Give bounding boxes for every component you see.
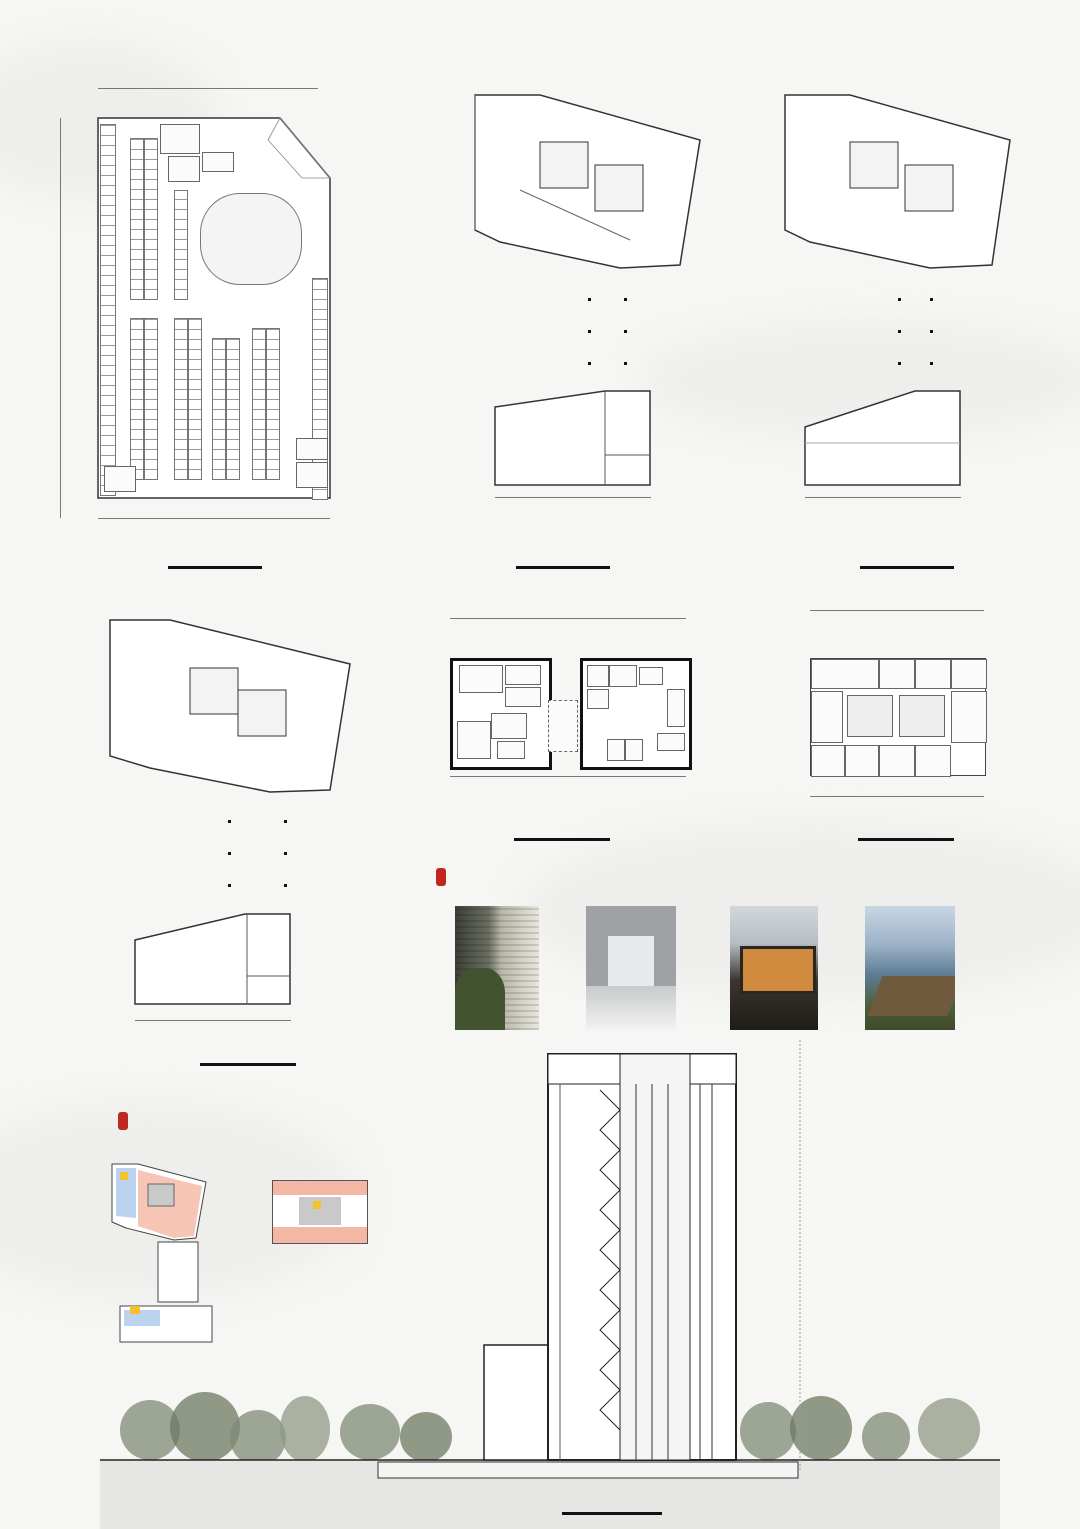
room-office [915, 745, 951, 777]
caption-underline [860, 566, 954, 569]
entrance-photo-3 [730, 906, 818, 1030]
dim-line [135, 1020, 291, 1021]
basement-ramp [200, 193, 302, 285]
parking-row [174, 190, 188, 300]
parking-row [130, 318, 144, 480]
dot [284, 852, 287, 855]
entrance-photo-4 [865, 906, 955, 1030]
floor4-outline [125, 908, 335, 1048]
floor3-plan-panel [795, 385, 1005, 525]
dim-line [450, 776, 686, 777]
floor1-plan-panel [400, 70, 720, 280]
room-wc-f [609, 665, 637, 687]
room-janitor [639, 667, 663, 685]
dim-line [495, 497, 651, 498]
room-office [879, 745, 915, 777]
room-office [811, 745, 845, 777]
dot [930, 330, 933, 333]
dim-line [810, 610, 984, 611]
floor1b-outline [730, 70, 1030, 280]
standard-plan-panel [760, 598, 1050, 808]
caption-underline [562, 1512, 662, 1515]
core-left-block [450, 658, 552, 770]
parking-row [100, 124, 116, 496]
dim-line [98, 518, 330, 519]
room-lounge [879, 659, 915, 689]
parking-row [144, 318, 158, 480]
glass-pavilion [740, 946, 816, 994]
parking-row [252, 328, 266, 480]
parking-row [130, 138, 144, 300]
caption-underline [514, 838, 610, 841]
room-leader-office-2 [811, 691, 843, 743]
section-drawing [0, 1040, 1080, 1529]
corridor-opening [608, 936, 654, 986]
floor-typical-plan-panel [730, 70, 1030, 280]
parking-row [266, 328, 280, 480]
floor2-plan-panel [485, 385, 695, 525]
caption-underline [516, 566, 610, 569]
floor2-outline [485, 385, 695, 525]
red-seal-icon [436, 868, 446, 886]
parking-row [188, 318, 202, 480]
room-fire-lobby [459, 665, 503, 693]
core-plan-panel [400, 600, 700, 815]
room-ac [160, 124, 200, 154]
room-office [845, 745, 879, 777]
dot [228, 820, 231, 823]
caption-underline [858, 838, 954, 841]
dot [228, 852, 231, 855]
parking-row [212, 338, 226, 480]
room-pump [202, 152, 234, 172]
room-supply-pipe [607, 739, 625, 761]
room-duct [497, 741, 525, 759]
entrance-photo-1 [455, 906, 539, 1030]
elevator-shafts [548, 700, 578, 752]
floorx-outline [60, 590, 370, 800]
floor4-plan-panel [125, 908, 335, 1048]
dim-line [810, 796, 984, 797]
basement-plan-panel [40, 78, 370, 558]
standard-floor-outline [810, 658, 986, 776]
parking-row [174, 318, 188, 480]
foliage [455, 968, 505, 1030]
room-water-2 [296, 438, 328, 460]
dot [228, 884, 231, 887]
dot [930, 298, 933, 301]
room-equip [505, 687, 541, 707]
room-fire-water-2 [104, 466, 136, 492]
floor [586, 986, 676, 1030]
core-left [847, 695, 893, 737]
dim-line [450, 618, 686, 619]
dot [898, 362, 901, 365]
room-equip [587, 689, 609, 709]
room-water [168, 156, 200, 182]
floor-office-plan-panel [60, 590, 370, 800]
room-elevator [667, 689, 685, 727]
room-pressure [505, 665, 541, 685]
dot [624, 330, 627, 333]
caption-underline [168, 566, 262, 569]
parking-row [226, 338, 240, 480]
parking-row [144, 138, 158, 300]
dim-line [805, 497, 961, 498]
room-meeting [951, 691, 987, 743]
dot [898, 330, 901, 333]
dot [284, 884, 287, 887]
room-weak-power [457, 721, 491, 759]
room-lobby [657, 733, 685, 751]
dot [624, 298, 627, 301]
room-power [296, 462, 328, 488]
entrance-photo-2 [586, 906, 676, 1030]
floor3-outline [795, 385, 1005, 525]
core-right-block [580, 658, 692, 770]
room-office [951, 659, 987, 689]
room-drain-pipe [625, 739, 643, 761]
floor1-outline [400, 70, 720, 280]
room-leader-office [811, 659, 879, 689]
dot [588, 362, 591, 365]
dot [588, 330, 591, 333]
core-right [899, 695, 945, 737]
room-strong-power [491, 713, 527, 739]
boardwalk [868, 976, 955, 1016]
dot [284, 820, 287, 823]
room-wc-m [587, 665, 609, 687]
dot [588, 298, 591, 301]
room-office [915, 659, 951, 689]
dot [624, 362, 627, 365]
dot [898, 298, 901, 301]
dot [930, 362, 933, 365]
